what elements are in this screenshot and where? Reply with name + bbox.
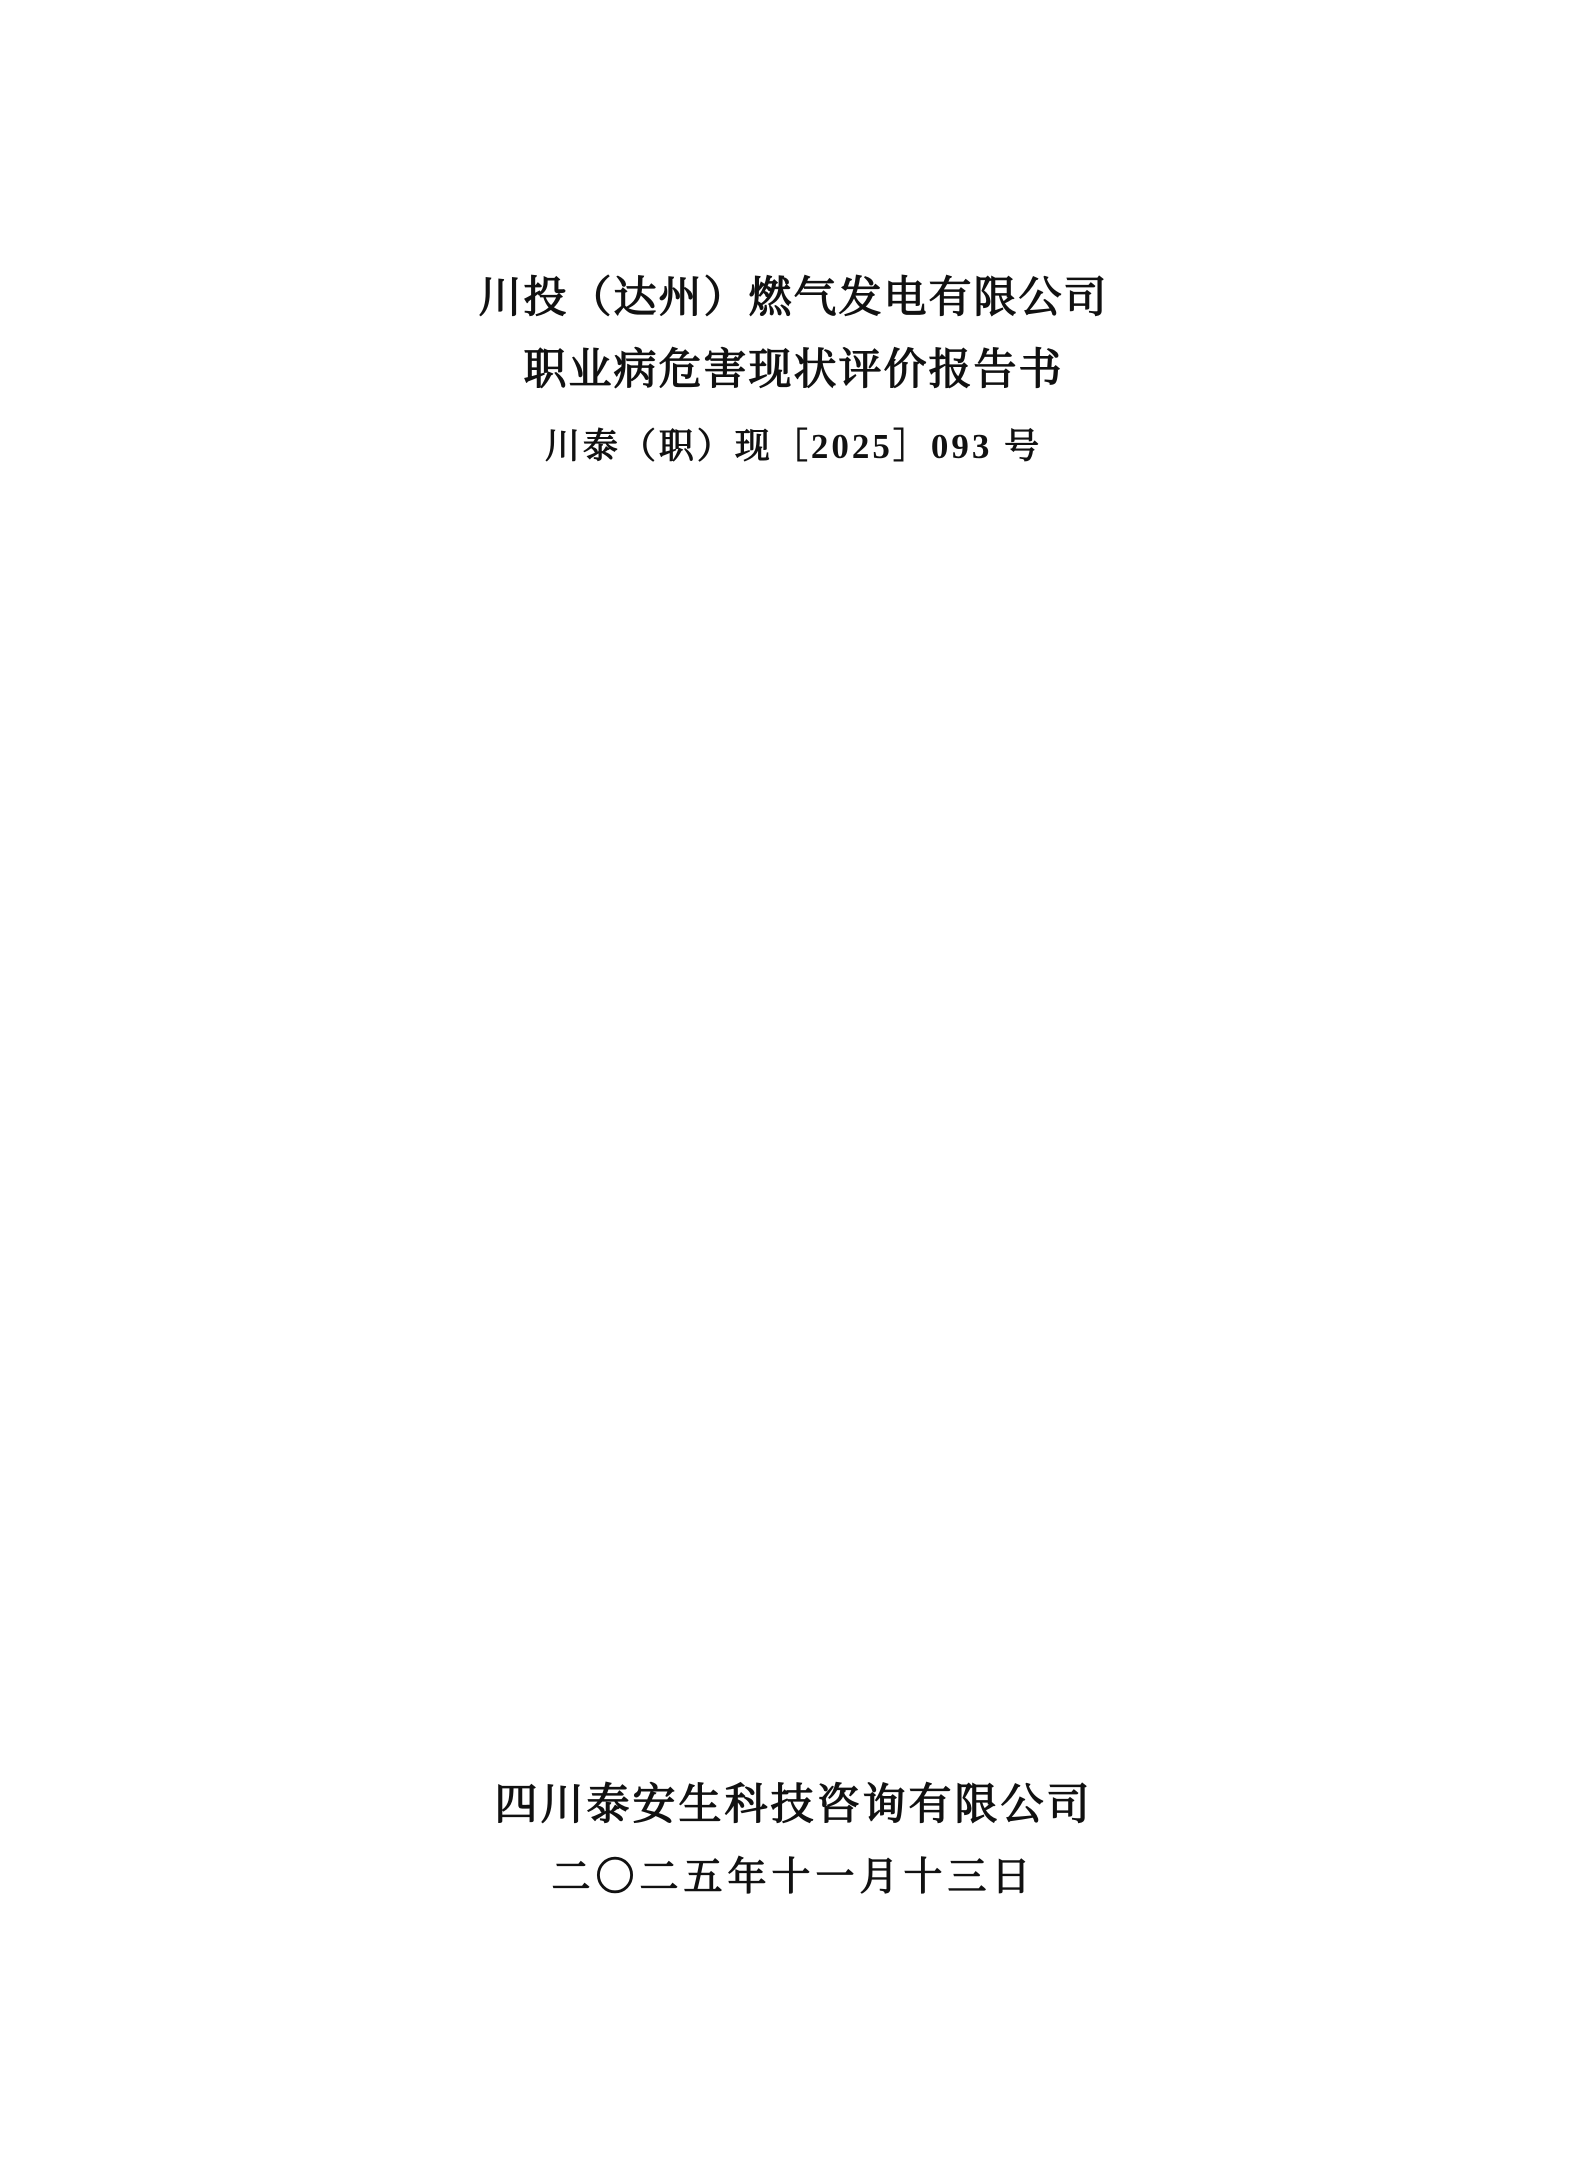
title-block: [0, 262, 1587, 482]
report-title-line-1: 川投（达州）燃气发电有限公司: [478, 273, 1109, 323]
report-title-line-2: 职业病危害现状评价报告书: [523, 345, 1064, 395]
footer-block: [0, 1768, 1587, 1914]
issuing-organization: 四川泰安生科技咨询有限公司: [494, 1780, 1093, 1830]
document-number: 川泰（职）现［2025］093 号: [544, 427, 1043, 466]
document-date: 二〇二五年十一月十三日: [551, 1855, 1036, 1900]
